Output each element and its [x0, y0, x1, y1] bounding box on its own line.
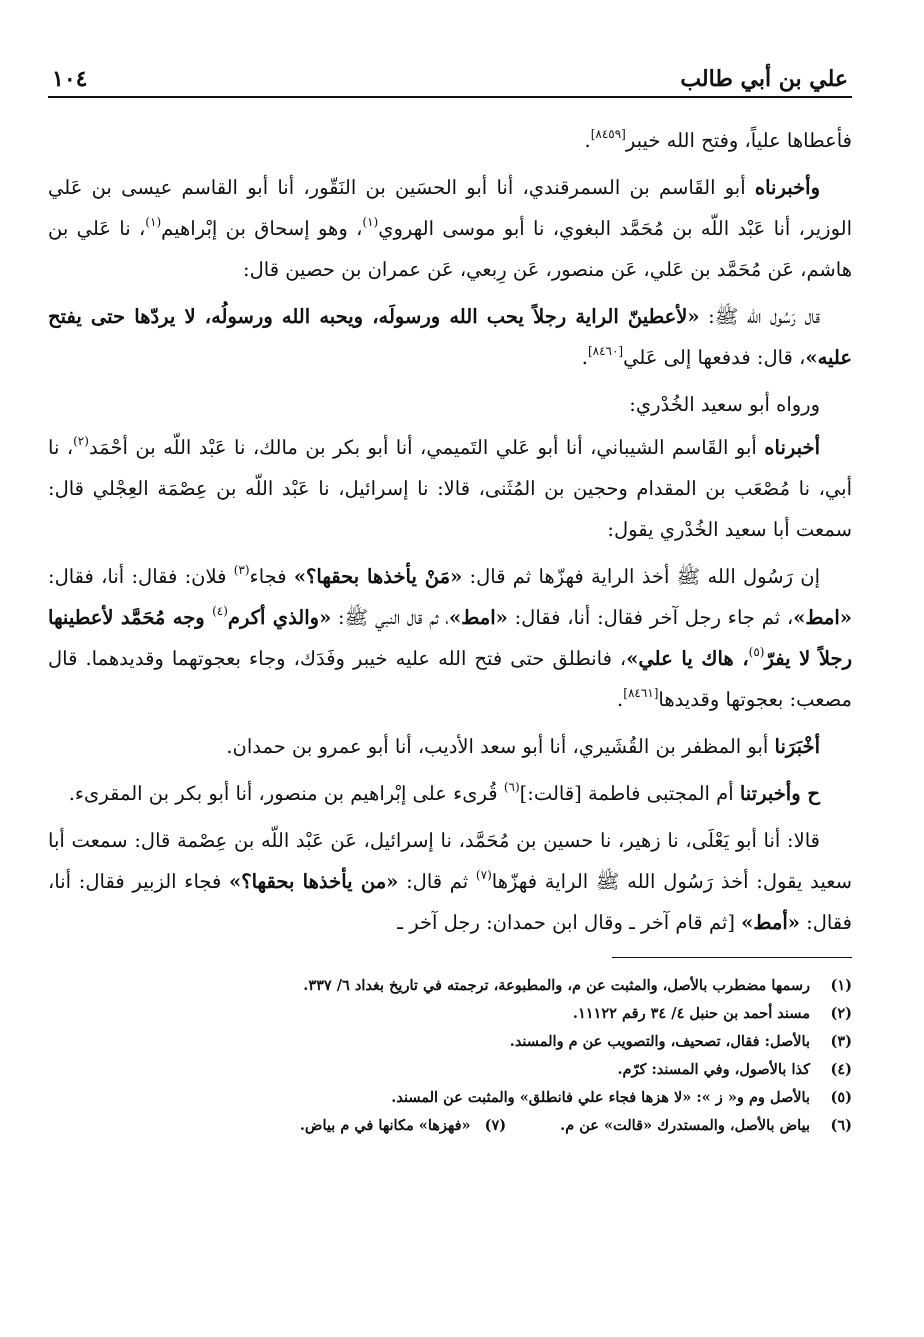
paragraph	[48, 427, 852, 550]
note-reference: (٧)	[475, 868, 492, 882]
bold-text: «لأعطينّ الراية رجلاً يحب الله ورسولَه، ويحبه الله ورسولُه، لا يردّها حتى يفتح عليه»	[48, 305, 852, 369]
footnote-number: (٣)	[830, 1033, 852, 1050]
bold-text: ح وأخبرتنا	[739, 782, 820, 805]
paragraph	[48, 120, 852, 161]
text-run: ، ثم قال النبي ﷺ:	[331, 606, 450, 629]
footnote-number: (٢)	[830, 1005, 852, 1022]
text-run: ، ثم جاء رجل آخر فقال: أنا، فقال:	[507, 606, 794, 629]
bold-text: «أمط»	[741, 911, 800, 934]
text-run: ، نا عَلي بن هاشم، عَن مُحَمَّد بن عَلي، عَن منصور، عَن رِبعي، عَن عمران بن حصين قال:	[48, 217, 852, 281]
note-reference: [٨٤٥٩]	[590, 127, 626, 141]
text-run: فجاء الزبير فقال: أنا، فقال:	[48, 870, 852, 934]
text-run: أبو القَاسم الشيباني، أنا أبو عَلي التَميمي، أنا أبو بكر بن مالك، نا عَبْد اللّه بن أحْمَد	[88, 436, 765, 459]
footnote	[48, 1084, 852, 1112]
note-reference: (٥)	[748, 645, 765, 659]
footnote-number: (٤)	[830, 1061, 852, 1078]
footnote	[48, 1112, 852, 1140]
bold-text: أخْبَرَنا	[774, 735, 820, 758]
text-run: .	[617, 688, 624, 711]
spacer	[520, 1112, 546, 1140]
text-run: ، قال: فدفعها إلى عَلي	[623, 346, 806, 369]
text-run: قال رَسُول الله ﷺ:	[699, 305, 820, 328]
bold-text: «من يأخذها بحقها؟»	[229, 870, 399, 893]
page-header	[48, 58, 852, 98]
paragraph	[48, 167, 852, 290]
text-run: ، نا أبي، نا مُصْعَب بن المقدام وحجين بن المُثَنى، قالا: نا إسرائيل، نا عَبْد اللّه بن عِصْمَة العِجْلي قال: سمعت أبا سعيد الخُدْري يقول:	[48, 436, 852, 541]
text-run: .	[584, 129, 591, 152]
footnote-separator	[612, 957, 852, 958]
text-run: إن رَسُول الله ﷺ أخذ الراية فهزّها ثم قال:	[462, 565, 821, 588]
bold-text: «والذي أكرم	[227, 606, 332, 629]
text-run: فأعطاها علياً، وفتح الله خيبر	[625, 129, 852, 152]
footnote	[48, 1028, 852, 1056]
text-run: أبو المظفر بن القُشَيري، أنا أبو سعد الأديب، أنا أبو عمرو بن حمدان.	[226, 735, 775, 758]
bold-text: «امط»	[449, 606, 508, 629]
bold-text: وأخبرناه	[754, 176, 820, 199]
bold-text: ، هاك يا علي»	[626, 647, 749, 670]
bold-text: أخبرناه	[764, 436, 820, 459]
footnote-number: (٦)	[830, 1117, 852, 1134]
main-text	[48, 120, 852, 943]
footnote-text: رسمها مضطرب بالأصل، والمثبت عن م، والمطبوعة، ترجمته في تاريخ بغداد ٦/ ٣٣٧.	[303, 977, 810, 994]
bold-text: «امط»	[793, 606, 852, 629]
paragraph	[48, 773, 852, 814]
note-reference: (١)	[145, 215, 162, 229]
footnote	[48, 1000, 852, 1028]
text-run: .	[581, 346, 588, 369]
text-run: قُرىء على إبْراهيم بن منصور، أنا أبو بكر بن المقرىء.	[68, 782, 504, 805]
footnote-text: بالأصل: فقال، تصحيف، والتصويب عن م والمسند.	[509, 1033, 810, 1050]
paragraph	[48, 556, 852, 720]
footnote	[48, 972, 852, 1000]
paragraph	[48, 820, 852, 943]
footnote	[48, 1056, 852, 1084]
bold-text: وجه مُحَمَّد لأعطينها رجلاً لا يفرّ	[48, 606, 852, 670]
footnote-text: كذا بالأصول، وفي المسند: كرّم.	[617, 1061, 810, 1078]
note-reference: (١)	[362, 215, 379, 229]
text-run: ، فانطلق حتى فتح الله عليه خيبر وفَدَك، وجاء بعجوتهما وقديدهما. قال مصعب: بعجوتها وقديدها	[48, 647, 852, 711]
footnote-number: (٧)	[484, 1117, 507, 1134]
book-page	[48, 58, 852, 1140]
text-run: قالا: أنا أبو يَعْلَى، نا زهير، نا حسين بن مُحَمَّد، نا إسرائيل، عَن عَبْد اللّه بن عِصْمة قال: سمعت أبا سعيد يقول: أخذ رَسُول الله ﷺ الراية فهزّها	[48, 829, 852, 893]
note-reference: (٢)	[73, 434, 89, 448]
note-reference: (٣)	[233, 563, 250, 577]
text-run: ورواه أبو سعيد الخُدْري:	[629, 393, 820, 416]
note-reference: (٤)	[212, 604, 228, 618]
text-run: فلان: فقال: أنا، فقال:	[48, 565, 234, 588]
note-reference: [٨٤٦١]	[623, 686, 659, 700]
page-number: ١٠٤	[52, 66, 88, 92]
paragraph	[48, 726, 852, 767]
footnotes	[48, 972, 852, 1140]
footnote-text: مسند أحمد بن حنبل ٤/ ٣٤ رقم ١١١٢٢.	[572, 1005, 810, 1022]
running-title: علي بن أبي طالب	[680, 66, 848, 92]
footnote-text: بياض بالأصل، والمستدرك «قالت» عن م.	[560, 1117, 810, 1134]
note-reference: (٦)	[503, 780, 520, 794]
text-run: [ثم قام آخر ـ وقال ابن حمدان: رجل آخر ـ	[397, 911, 742, 934]
footnote-number: (١)	[830, 977, 852, 994]
text-run: أم المجتبى فاطمة [قالت:]	[519, 782, 740, 805]
text-run: ، وهو إسحاق بن إبْراهيم	[161, 217, 363, 240]
footnote-text: «فهزها» مكانها في م بياض.	[299, 1117, 471, 1134]
text-run: ثم قال:	[398, 870, 476, 893]
paragraph	[48, 384, 852, 425]
paragraph	[48, 296, 852, 378]
note-reference: [٨٤٦٠]	[587, 344, 624, 358]
text-run: فجاء	[249, 565, 294, 588]
text-run: أبو القَاسم بن السمرقندي، أنا أبو الحسَين بن النَقّور، أنا أبو القاسم عيسى بن عَلي الوزير، أنا عَبْد اللّه بن مُحَمَّد البغوي، نا أبو موسى الهروي	[48, 176, 853, 240]
footnote-number: (٥)	[830, 1089, 852, 1106]
bold-text: «مَنْ يأخذها بحقها؟»	[293, 565, 463, 588]
footnote-text: بالأصل وم و« ز »: «لا هزها فجاء علي فانطلق» والمثبت عن المسند.	[391, 1089, 810, 1106]
